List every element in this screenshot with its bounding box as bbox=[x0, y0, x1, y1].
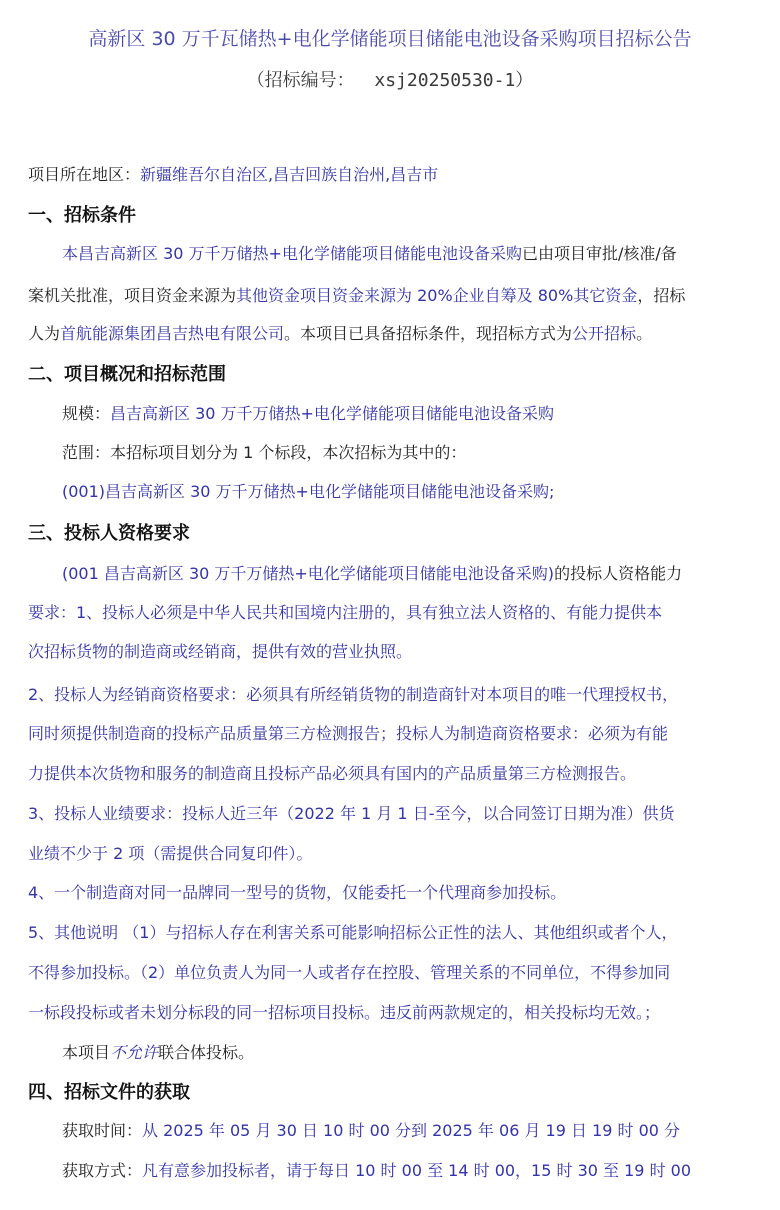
paragraph-line: 次招标货物的制造商或经销商，提供有效的营业执照。 bbox=[28, 642, 413, 661]
consortium-line bbox=[62, 1040, 254, 1063]
text-span: ，招标 bbox=[637, 286, 686, 305]
paragraph-line: 要求：1、投标人必须是中华人民共和国境内注册的，具有独立法人资格的、有能力提供本 bbox=[28, 603, 663, 622]
text-span: 。 bbox=[636, 324, 653, 343]
paragraph-line: 5、其他说明 （1）与招标人存在利害关系可能影响招标公正性的法人、其他组织或者个人， bbox=[28, 923, 678, 942]
text-span: 人为 bbox=[28, 324, 61, 343]
tenderer-name: 首航能源集团昌吉热电有限公司 bbox=[60, 324, 285, 343]
page-title: 高新区 30 万千瓦储热+电化学储能项目储能电池设备采购项目招标公告 bbox=[88, 28, 692, 50]
lot-reference: (001 昌吉高新区 30 万千万储热+电化学储能项目储能电池设备采购) bbox=[62, 564, 555, 583]
paragraph-line bbox=[28, 321, 652, 344]
acquisition-method-line bbox=[62, 1158, 691, 1181]
paragraph-line: 力提供本次货物和服务的制造商且投标产品必须具有国内的产品质量第三方检测报告。 bbox=[28, 764, 637, 783]
scale-line bbox=[62, 401, 554, 424]
paragraph-line: 同时须提供制造商的投标产品质量第三方检测报告；投标人为制造商资格要求：必须为有能 bbox=[28, 724, 669, 743]
acquisition-method-label: 获取方式： bbox=[62, 1161, 143, 1180]
paragraph-line bbox=[62, 561, 682, 584]
text-span: 案机关批准，项目资金来源为 bbox=[28, 286, 237, 305]
paragraph-line: 4、一个制造商对同一品牌同一型号的货物，仅能委托一个代理商参加投标。 bbox=[28, 883, 567, 902]
acquisition-time-value: 从 2025 年 05 月 30 日 10 时 00 分到 2025 年 06 月 19 日 19 时 00 分 bbox=[142, 1121, 681, 1140]
acquisition-time-line bbox=[62, 1118, 680, 1141]
project-name: 本昌吉高新区 30 万千万储热+电化学储能项目储能电池设备采购 bbox=[62, 244, 522, 263]
tender-method: 公开招标 bbox=[572, 324, 637, 343]
section-heading-tender-conditions: 一、招标条件 bbox=[28, 205, 136, 226]
tender-number bbox=[0, 66, 780, 92]
region-label: 项目所在地区： bbox=[28, 165, 141, 184]
lot-line: (001)昌吉高新区 30 万千万储热+电化学储能项目储能电池设备采购; bbox=[62, 482, 555, 501]
range-line: 范围：本招标项目划分为 1 个标段，本次招标为其中的： bbox=[62, 443, 467, 462]
acquisition-time-label: 获取时间： bbox=[62, 1121, 143, 1140]
text-span: 。本项目已具备招标条件，现招标方式为 bbox=[284, 324, 573, 343]
funding-source: 其他资金项目资金来源为 20%企业自筹及 80%其它资金 bbox=[236, 286, 638, 305]
acquisition-method-value: 凡有意参加投标者，请于每日 10 时 00 至 14 时 00，15 时 30 至 19 时 00 bbox=[142, 1161, 692, 1180]
paragraph-line: 业绩不少于 2 项（需提供合同复印件）。 bbox=[28, 844, 313, 863]
paragraph-line bbox=[62, 241, 677, 264]
section-heading-document-acquisition: 四、招标文件的获取 bbox=[28, 1082, 190, 1103]
text-span: 已由项目审批/核准/备 bbox=[521, 244, 677, 263]
paragraph-line: 2、投标人为经销商资格要求：必须具有所经销货物的制造商针对本项目的唯一代理授权书， bbox=[28, 685, 679, 704]
project-region bbox=[28, 162, 438, 185]
section-heading-project-overview: 二、项目概况和招标范围 bbox=[28, 364, 226, 385]
paragraph-line: 不得参加投标。（2）单位负责人为同一人或者存在控股、管理关系的不同单位，不得参加同 bbox=[28, 963, 671, 982]
tender-number-label: （招标编号： bbox=[246, 70, 355, 91]
text-span: 本项目 bbox=[62, 1043, 111, 1062]
paragraph-line: 3、投标人业绩要求：投标人近三年（2022 年 1 月 1 日-至今，以合同签订日期为准）供货 bbox=[28, 804, 675, 823]
scale-label: 规模： bbox=[62, 404, 111, 423]
section-heading-bidder-qualifications: 三、投标人资格要求 bbox=[28, 523, 190, 544]
paragraph-line bbox=[28, 283, 685, 306]
scale-value: 昌吉高新区 30 万千万储热+电化学储能项目储能电池设备采购 bbox=[110, 404, 554, 423]
region-value: 新疆维吾尔自治区,昌吉回族自治州,昌吉市 bbox=[140, 165, 439, 184]
paragraph-line: 一标段投标或者未划分标段的同一招标项目投标。违反前两款规定的，相关投标均无效。； bbox=[28, 1003, 661, 1022]
consortium-status: 不允许 bbox=[110, 1043, 159, 1062]
tender-number-value: xsj20250530-1） bbox=[374, 70, 534, 91]
text-span: 联合体投标。 bbox=[158, 1043, 255, 1062]
text-span: 的投标人资格能力 bbox=[554, 564, 683, 583]
